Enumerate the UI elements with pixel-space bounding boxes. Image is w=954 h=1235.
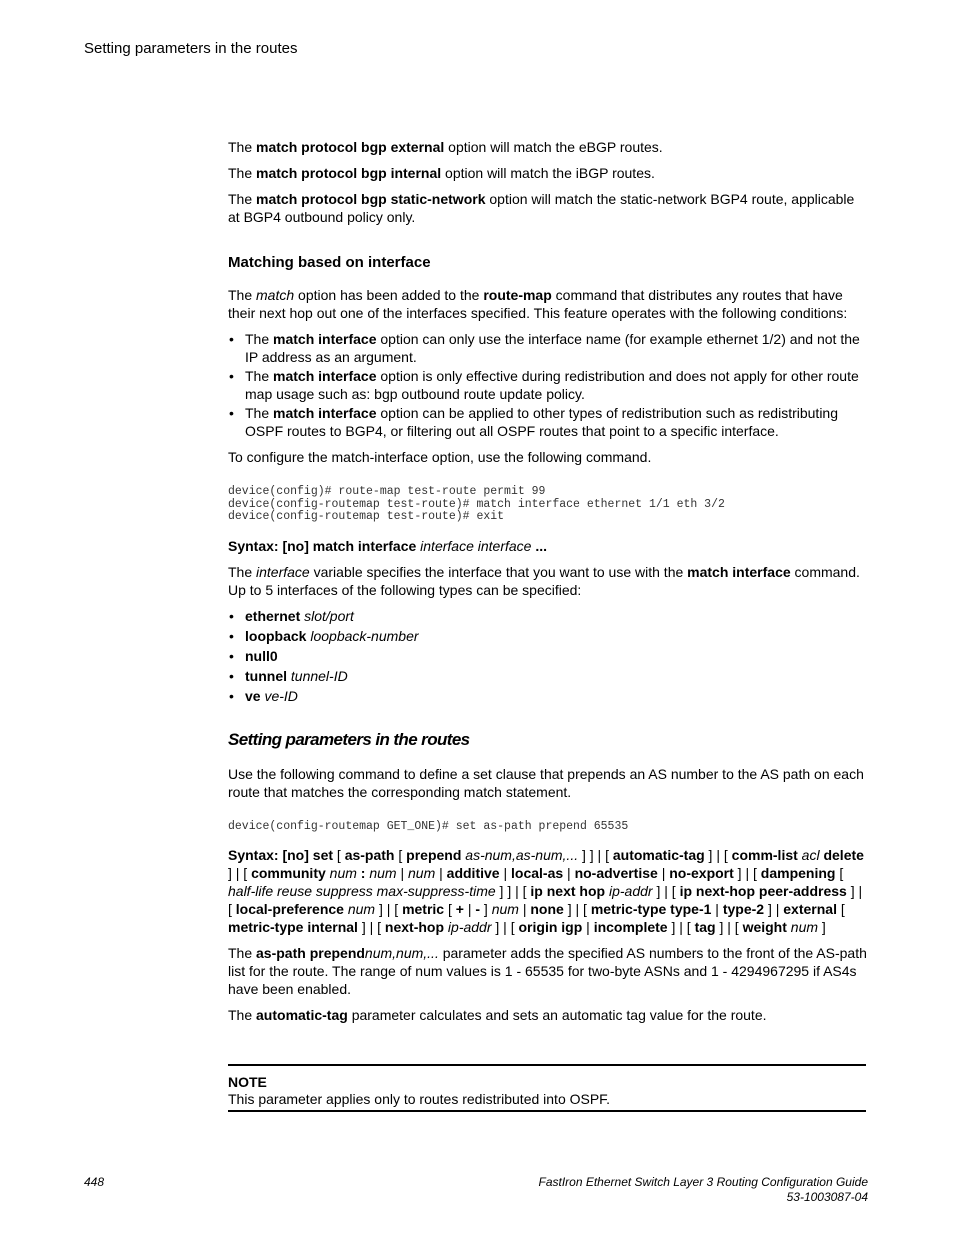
syntax-token: ] | [ bbox=[375, 901, 403, 917]
syntax-token: prepend bbox=[406, 847, 462, 863]
syntax-token: ] | [ bbox=[563, 901, 591, 917]
list-item: • The match interface option can be applied to other types of redistribution such as redistributing OSPF routes to BGP4, or filtering out all OSPF routes that point to a specific interface. bbox=[228, 404, 868, 440]
syntax-token: ip-addr bbox=[447, 919, 492, 935]
page-body bbox=[228, 138, 868, 1024]
syntax-token: incomplete bbox=[593, 919, 668, 935]
code-example-match-interface: device(config)# route-map test-route permit 99 device(config-routemap test-route)# match interface ethernet 1/1 eth 3/2 device(config-routemap test-route)# exit bbox=[228, 485, 725, 523]
set-clause-para: Use the following command to define a set clause that prepends an AS number to the AS path on each route that matches the corresponding match statement. bbox=[228, 765, 864, 800]
note-box bbox=[228, 1064, 866, 1112]
footer-doc-number: 53-1003087-04 bbox=[786, 1190, 868, 1204]
syntax-token: ] | [ bbox=[704, 847, 732, 863]
syntax-token: ] | [ bbox=[652, 883, 680, 899]
syntax-token: ] ] | [ bbox=[578, 847, 613, 863]
intro-para-static-network: The match protocol bgp static-network option will match the static-network BGP4 route, applicable at BGP4 outbound policy only. bbox=[228, 191, 855, 225]
syntax-token: num bbox=[790, 919, 819, 935]
syntax-token: external bbox=[783, 901, 837, 917]
syntax-token: metric-type internal bbox=[228, 919, 358, 935]
syntax-token: half-life reuse suppress max-suppress-time bbox=[228, 883, 496, 899]
code-example-set-as-path: device(config-routemap GET_ONE)# set as-path prepend 65535 bbox=[228, 819, 629, 833]
syntax-token: additive bbox=[446, 865, 500, 881]
syntax-token: ] | bbox=[764, 901, 784, 917]
syntax-token: ] | [ bbox=[228, 865, 252, 881]
syntax-token: ip next hop bbox=[530, 883, 606, 899]
syntax-token: ] | [ bbox=[667, 919, 695, 935]
note-label: NOTE bbox=[228, 1074, 267, 1090]
syntax-token: + bbox=[455, 901, 464, 917]
syntax-token: ] | [ bbox=[228, 883, 863, 917]
syntax-token: acl bbox=[801, 847, 820, 863]
interface-variable-para: The interface variable specifies the interface that you want to use with the match interface command. Up to 5 interfaces of the following types can be specified: bbox=[228, 563, 860, 598]
syntax-token: num bbox=[408, 865, 436, 881]
section-heading-matching-interface: Matching based on interface bbox=[228, 254, 431, 271]
syntax-token: automatic-tag bbox=[612, 847, 705, 863]
list-item: • loopback loopback-number bbox=[228, 627, 868, 645]
syntax-token: | bbox=[711, 901, 723, 917]
syntax-match-interface: Syntax: [no] match interface interface interface ... bbox=[228, 537, 548, 554]
syntax-token: [ bbox=[835, 865, 844, 881]
syntax-token: | bbox=[435, 865, 447, 881]
footer-guide-title: FastIron Ethernet Switch Layer 3 Routing Configuration Guide bbox=[538, 1175, 868, 1189]
syntax-token: ] | [ bbox=[491, 919, 519, 935]
note-text: This parameter applies only to routes redistributed into OSPF. bbox=[228, 1091, 611, 1107]
syntax-token: ip-addr bbox=[608, 883, 653, 899]
automatic-tag-para: The automatic-tag parameter calculates and sets an automatic tag value for the route. bbox=[228, 1007, 767, 1023]
conditions-list bbox=[228, 330, 868, 440]
syntax-token: metric-type type-1 bbox=[590, 901, 712, 917]
as-path-prepend-para: The as-path prependnum,num,... parameter adds the specified AS numbers to the front of the AS-path list for the route. The range of num values is 1 - 65535 for two-byte ASNs and 1 - 4294967295 if AS4s have been enabled. bbox=[228, 945, 867, 997]
syntax-token: ] | [ bbox=[357, 919, 385, 935]
syntax-token: | bbox=[563, 865, 575, 881]
syntax-token: comm-list bbox=[731, 847, 798, 863]
syntax-token: num bbox=[347, 901, 376, 917]
intro-para-external: The match protocol bgp external option will match the eBGP routes. bbox=[228, 139, 663, 155]
syntax-token: no-export bbox=[669, 865, 734, 881]
syntax-token: local-preference bbox=[235, 901, 344, 917]
list-item: • ethernet slot/port bbox=[228, 607, 868, 625]
syntax-token: local-as bbox=[511, 865, 564, 881]
syntax-token: community bbox=[251, 865, 326, 881]
syntax-token: num bbox=[329, 865, 357, 881]
list-item: • The match interface option can only use the interface name (for example ethernet 1/2) and not the IP address as an argument. bbox=[228, 330, 868, 366]
syntax-token: ] bbox=[480, 901, 492, 917]
page-number: 448 bbox=[84, 1175, 105, 1189]
syntax-token: none bbox=[530, 901, 564, 917]
syntax-token: ip next-hop peer-address bbox=[679, 883, 847, 899]
list-item: • The match interface option is only effective during redistribution and does not apply for other route map usage such as: bgp outbound route update policy. bbox=[228, 367, 868, 403]
syntax-token: as-path bbox=[344, 847, 395, 863]
list-item: • ve ve-ID bbox=[228, 687, 868, 705]
syntax-token: - bbox=[475, 901, 481, 917]
syntax-token: no-advertise bbox=[574, 865, 658, 881]
list-item: • null0 bbox=[228, 647, 868, 665]
section-heading-setting-parameters: Setting parameters in the routes bbox=[228, 729, 470, 749]
syntax-token: num bbox=[491, 901, 519, 917]
syntax-token: origin igp bbox=[518, 919, 583, 935]
syntax-token: as-num,as-num,... bbox=[465, 847, 579, 863]
syntax-token: | bbox=[463, 901, 476, 917]
footer-guide-info bbox=[538, 1175, 868, 1205]
syntax-set bbox=[228, 846, 868, 936]
syntax-token: [ bbox=[333, 847, 345, 863]
syntax-token: : bbox=[360, 865, 366, 881]
syntax-token: ] bbox=[818, 919, 826, 935]
running-header: Setting parameters in the routes bbox=[84, 40, 298, 57]
syntax-token: [ bbox=[444, 901, 456, 917]
syntax-token: weight bbox=[742, 919, 787, 935]
syntax-token: | bbox=[396, 865, 409, 881]
syntax-token: ] ] | [ bbox=[495, 883, 531, 899]
syntax-token: tag bbox=[694, 919, 716, 935]
syntax-token: | bbox=[657, 865, 670, 881]
syntax-token: | bbox=[518, 901, 531, 917]
syntax-token: type-2 bbox=[722, 901, 765, 917]
match-option-para: The match option has been added to the route-map command that distributes any routes that have their next hop out one of the interfaces specified. This feature operates with the following conditions: bbox=[228, 287, 848, 321]
syntax-token: | bbox=[582, 919, 594, 935]
syntax-token: delete bbox=[823, 847, 864, 863]
syntax-token: ] | [ bbox=[715, 919, 743, 935]
syntax-token: ] | [ bbox=[733, 865, 761, 881]
intro-para-internal: The match protocol bgp internal option will match the iBGP routes. bbox=[228, 165, 655, 181]
syntax-token: num bbox=[369, 865, 397, 881]
configure-para: To configure the match-interface option, use the following command. bbox=[228, 449, 652, 465]
interface-types-list bbox=[228, 607, 868, 705]
list-item: • tunnel tunnel-ID bbox=[228, 667, 868, 685]
syntax-token: [ bbox=[836, 901, 845, 917]
syntax-token: Syntax: [no] set bbox=[228, 847, 334, 863]
syntax-token: next-hop bbox=[384, 919, 445, 935]
syntax-token: [ bbox=[394, 847, 407, 863]
syntax-token: dampening bbox=[760, 865, 836, 881]
syntax-token: metric bbox=[402, 901, 445, 917]
syntax-token: | bbox=[499, 865, 511, 881]
